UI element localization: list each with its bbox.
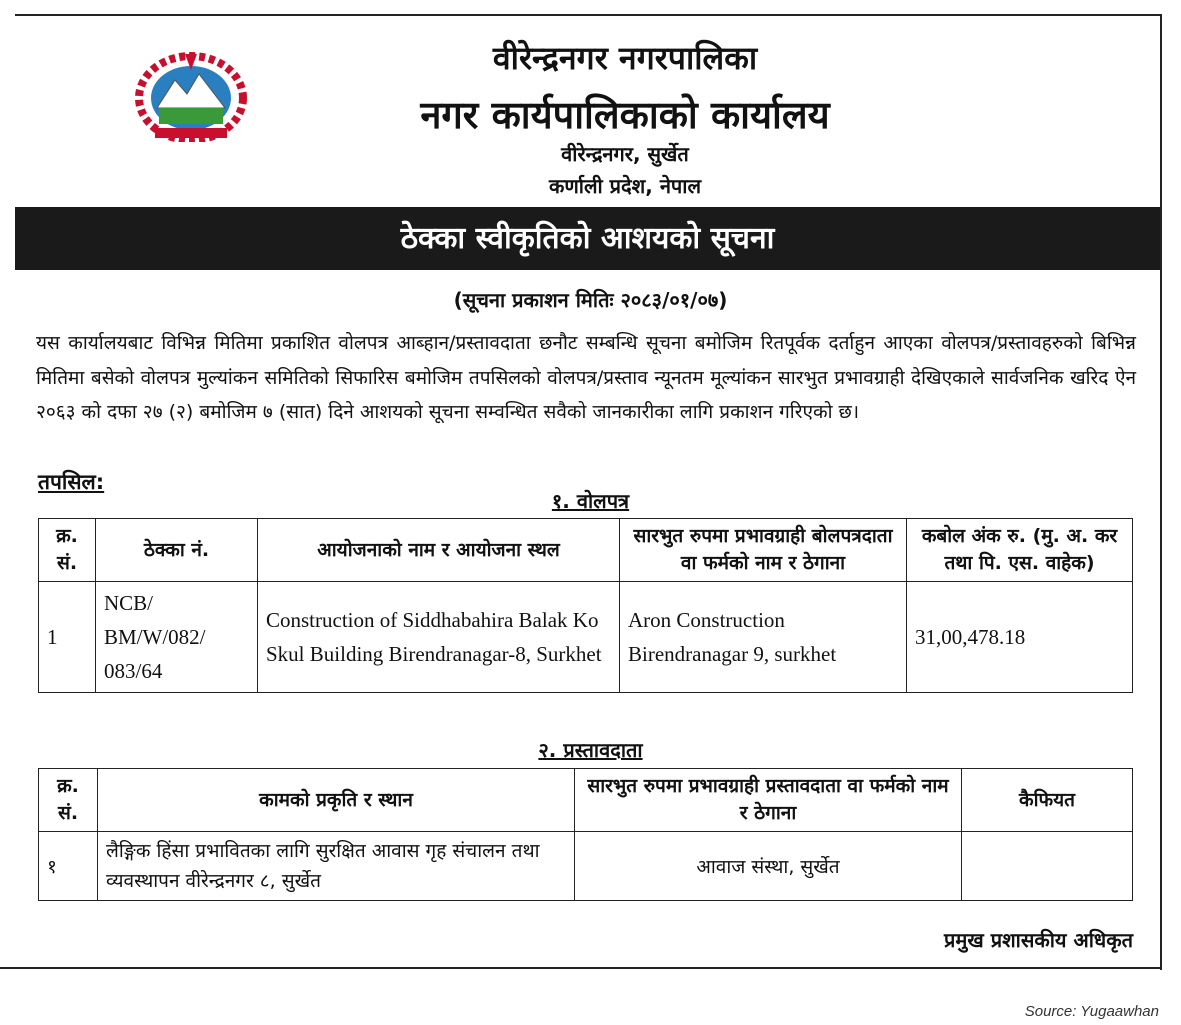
notice-title: ठेक्का स्वीकृतिको आशयको सूचना [15,207,1160,270]
cell-bidder: Aron Construction Birendranagar 9, surkhet [620,582,907,693]
address-line-1: वीरेन्द्रनगर, सुर्खेत [561,142,689,166]
bottom-rule [0,967,1160,969]
col-work: कामको प्रकृति र स्थान [98,769,575,832]
table-row [39,582,1133,693]
signatory-title: प्रमुख प्रशासकीय अधिकृत [944,928,1133,952]
col-amount: कबोल अंक रु. (मु. अ. कर तथा पि. एस. वाहेक) [907,519,1133,582]
col-sn: क्र. सं. [39,519,96,582]
cell-sn: १ [39,832,98,901]
cell-remarks [962,832,1133,901]
source-credit: Source: Yugaawhan [1024,1003,1159,1020]
nepal-emblem-icon [135,50,247,142]
col-bidder: सारभुत रुपमा प्रभावग्राही बोलपत्रदाता वा फर्मको नाम र ठेगाना [620,519,907,582]
proposal-table [38,768,1133,901]
section-2-title: २. प्रस्तावदाता [538,738,643,762]
bid-table [38,518,1133,693]
cell-project: Construction of Siddhabahira Balak Ko Skul Building Birendranagar-8, Surkhet [258,582,620,693]
notice-body: यस कार्यालयबाट विभिन्न मितिमा प्रकाशित वोलपत्र आब्हान/प्रस्तावदाता छनौट सम्बन्धि सूचना बमोजिम रितपूर्वक दर्ताहुन आएका वोलपत्र/प्रस्तावहरुको बिभिन्न मितिमा बसेको वोलपत्र मुल्यांकन समितिको सिफारिस बमोजिम तपसिलको वोलपत्र/प्रस्ताव न्यूनतम मूल्यांकन सारभुत प्रभावग्राही देखिएकाले सार्वजनिक खरिद ऐन २०६३ को दफा २७ (२) बमोजिम ७ (सात) दिने आशयको सूचना सम्वन्धित सवैको जानकारीका लागि प्रकाशन गरिएको छ। [36,332,1136,423]
cell-proposer: आवाज संस्था, सुर्खेत [575,832,962,901]
cell-work: लैङ्गिक हिंसा प्रभावितका लागि सुरक्षित आवास गृह संचालन तथा व्यवस्थापन वीरेन्द्रनगर ८, सुर्खेत [98,832,575,901]
municipality-name: वीरेन्द्रनगर नगरपालिका [492,39,758,77]
table-header-row [39,769,1133,832]
office-name: नगर कार्यपालिकाको कार्यालय [420,93,830,137]
cell-amount: 31,00,478.18 [907,582,1133,693]
details-label: तपसिल: [38,470,105,494]
col-remarks: कैफियत [962,769,1133,832]
section-1-title: १. वोलपत्र [551,489,630,513]
table-row [39,832,1133,901]
cell-contract-no: NCB/ BM/W/082/ 083/64 [96,582,258,693]
publish-date: (सूचना प्रकाशन मितिः २०८३/०१/०७) [453,288,728,312]
cell-sn: 1 [39,582,96,693]
address-line-2: कर्णाली प्रदेश, नेपाल [548,174,702,198]
col-proposer: सारभुत रुपमा प्रभावग्राही प्रस्तावदाता वा फर्मको नाम र ठेगाना [575,769,962,832]
col-sn: क्र. सं. [39,769,98,832]
col-project: आयोजनाको नाम र आयोजना स्थल [258,519,620,582]
col-contract-no: ठेक्का नं. [96,519,258,582]
table-header-row [39,519,1133,582]
